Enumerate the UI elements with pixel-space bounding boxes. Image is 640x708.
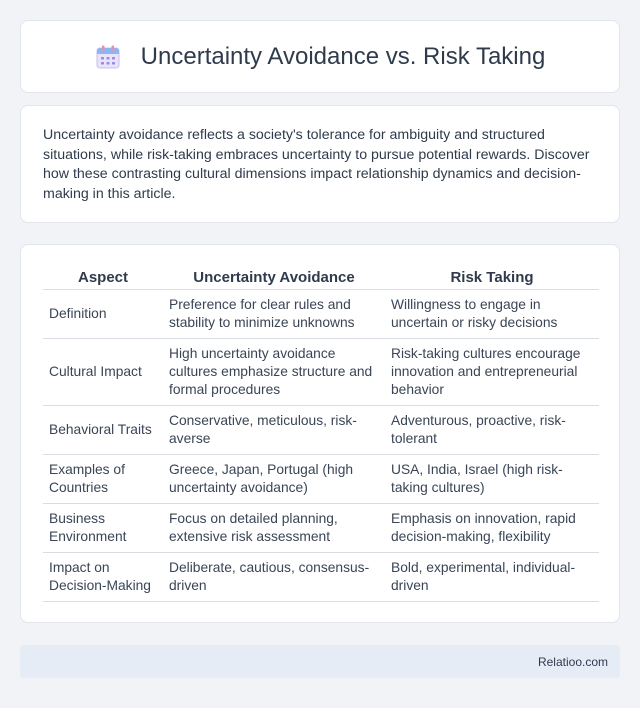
page-title: Uncertainty Avoidance vs. Risk Taking (140, 42, 546, 70)
footer-brand: Relatioo.com (537, 654, 608, 669)
calendar-icon (95, 44, 121, 70)
comparison-table-card (20, 244, 620, 623)
table-cell-risk-taking: Risk-taking cultures encourage innovation and entrepreneurial behavior (385, 339, 599, 406)
table-row (43, 406, 599, 455)
table-cell-uncertainty-avoidance: Focus on detailed planning, extensive risk assessment (163, 504, 385, 553)
table-cell-uncertainty-avoidance: Greece, Japan, Portugal (high uncertainty avoidance) (163, 455, 385, 504)
comparison-table (43, 265, 599, 602)
table-cell-risk-taking: USA, India, Israel (high risk-taking cultures) (385, 455, 599, 504)
footer (20, 645, 620, 678)
table-cell-aspect: Behavioral Traits (43, 406, 163, 455)
table-cell-uncertainty-avoidance: Conservative, meticulous, risk-averse (163, 406, 385, 455)
table-row (43, 553, 599, 602)
table-cell-risk-taking: Adventurous, proactive, risk-tolerant (385, 406, 599, 455)
table-cell-risk-taking: Willingness to engage in uncertain or risky decisions (385, 290, 599, 339)
table-cell-aspect: Definition (43, 290, 163, 339)
table-row (43, 455, 599, 504)
table-cell-risk-taking: Bold, experimental, individual-driven (385, 553, 599, 602)
table-row (43, 290, 599, 339)
table-cell-uncertainty-avoidance: Preference for clear rules and stability to minimize unknowns (163, 290, 385, 339)
title-card (20, 20, 620, 93)
table-cell-uncertainty-avoidance: Deliberate, cautious, consensus-driven (163, 553, 385, 602)
table-cell-uncertainty-avoidance: High uncertainty avoidance cultures emphasize structure and formal procedures (163, 339, 385, 406)
table-cell-aspect: Impact on Decision-Making (43, 553, 163, 602)
table-row (43, 339, 599, 406)
column-header-uncertainty-avoidance: Uncertainty Avoidance (163, 265, 385, 290)
column-header-aspect: Aspect (43, 265, 163, 290)
intro-card (20, 105, 620, 223)
column-header-risk-taking: Risk Taking (385, 265, 599, 290)
table-row (43, 504, 599, 553)
table-cell-aspect: Cultural Impact (43, 339, 163, 406)
table-cell-aspect: Business Environment (43, 504, 163, 553)
table-cell-risk-taking: Emphasis on innovation, rapid decision-making, flexibility (385, 504, 599, 553)
table-cell-aspect: Examples of Countries (43, 455, 163, 504)
intro-text: Uncertainty avoidance reflects a society's tolerance for ambiguity and structured situations, while risk-taking embraces uncertainty to pursue potential rewards. Discover how these contrasting cultural dimensions impact relationship dynamics and decision-making in this article. (43, 127, 590, 202)
table-header-row (43, 265, 599, 290)
